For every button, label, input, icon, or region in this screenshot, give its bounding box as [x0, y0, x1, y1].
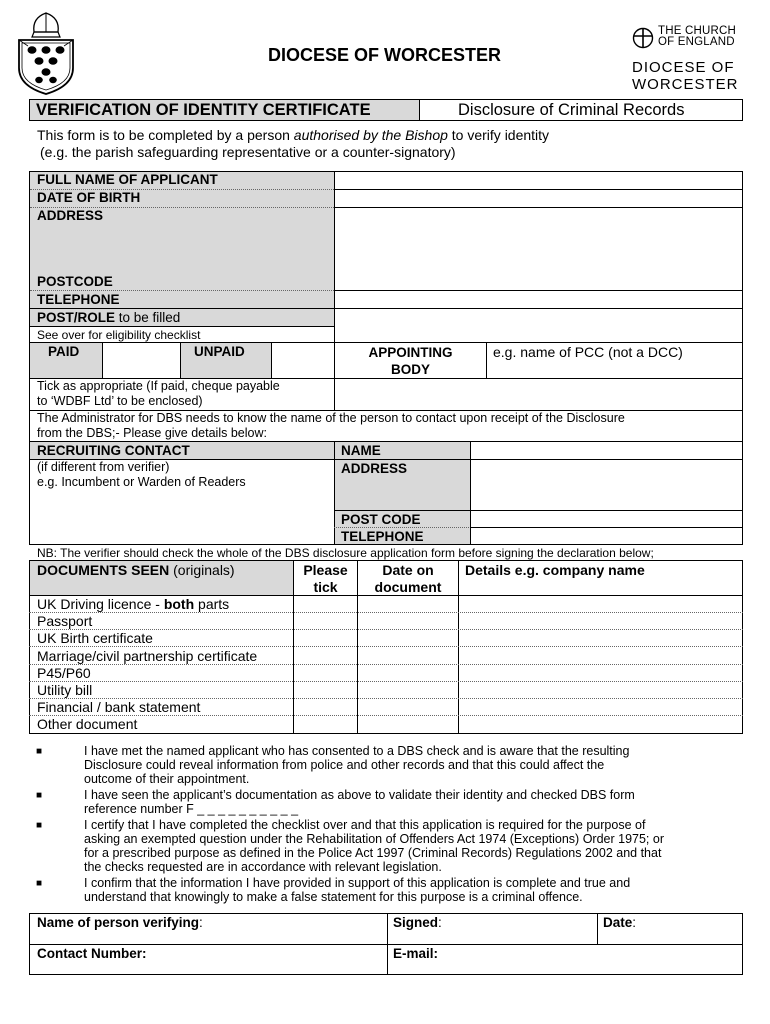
unpaid-tickbox[interactable] — [271, 342, 335, 379]
post-role-label — [37, 310, 180, 325]
date-header-line-2: document — [374, 579, 442, 595]
certificate-title: VERIFICATION OF IDENTITY CERTIFICATE — [30, 100, 420, 120]
eligibility-note: See over for eligibility checklist — [37, 328, 201, 342]
contact-number-field[interactable]: Contact Number: — [37, 946, 147, 961]
recruiting-postcode-label: POST CODE — [341, 512, 421, 527]
recruiting-address-input[interactable] — [470, 459, 743, 511]
diocese-crest-logo — [14, 10, 78, 96]
logo-line-2: OF ENGLAND — [658, 36, 735, 48]
decl1-line1: I have met the named applicant who has consented to a DBS check and is aware that the resulting — [84, 744, 630, 758]
doc-row-utility-bill: Utility bill — [37, 682, 93, 698]
telephone-input[interactable] — [334, 290, 743, 309]
email-field[interactable]: E-mail: — [393, 946, 439, 961]
documents-header-bold: DOCUMENTS SEEN — [37, 562, 170, 578]
doc-row-marriage-certificate: Marriage/civil partnership certificate — [37, 648, 258, 664]
logo-line-4: WORCESTER — [632, 76, 739, 93]
intro-text — [37, 127, 549, 161]
date-header-line-1: Date on — [382, 562, 434, 578]
decl2-line1: I have seen the applicant’s documentation as above to validate their identity and checked DBS form — [84, 788, 635, 802]
date-field[interactable] — [603, 915, 636, 930]
admin-note-line-2: from the DBS;- Please give details below: — [37, 426, 267, 440]
decl1-line3: outcome of their appointment. — [84, 772, 250, 786]
appointing-line-1: APPOINTING — [368, 345, 453, 360]
certificate-header-bar — [29, 99, 743, 121]
recruiting-name-label: NAME — [341, 443, 381, 458]
contact-note-line-2: e.g. Incumbent or Warden of Readers — [37, 475, 246, 489]
page-title: DIOCESE OF WORCESTER — [268, 45, 502, 65]
name-verifying-field[interactable] — [37, 915, 203, 930]
name-verifying-colon: : — [199, 915, 203, 930]
post-role-suffix: to be filled — [115, 310, 181, 325]
appointing-example: e.g. name of PCC (not a DCC) — [493, 344, 683, 360]
disclosure-title: Disclosure of Criminal Records — [458, 101, 685, 119]
contact-note-line-1: (if different from verifier) — [37, 460, 170, 474]
telephone-label: TELEPHONE — [37, 292, 120, 307]
full-name-input[interactable] — [334, 171, 743, 190]
paid-tickbox[interactable] — [102, 342, 181, 379]
tick-note-blank — [334, 378, 743, 411]
declaration-item — [36, 818, 726, 874]
appointing-line-2: BODY — [390, 362, 430, 377]
address-label: ADDRESS — [37, 208, 104, 223]
decl3-line4: the checks requested are in accordance with relevant legislation. — [84, 860, 442, 874]
intro-line1-c: to verify identity — [447, 127, 550, 143]
doc-row-p45-p60: P45/P60 — [37, 665, 91, 681]
documents-header-suffix: (originals) — [169, 562, 235, 578]
date-label: Date — [603, 915, 633, 930]
recruiting-contact-note — [37, 460, 246, 490]
unpaid-label: UNPAID — [194, 344, 245, 359]
declaration-item — [36, 744, 726, 786]
doc-row0-c: parts — [194, 596, 230, 612]
recruiting-contact-label: RECRUITING CONTACT — [37, 443, 190, 458]
admin-note-line-1: The Administrator for DBS needs to know the name of the person to contact upon receipt of the Disclosure — [37, 411, 625, 425]
logo-line-1: THE CHURCH — [658, 25, 737, 37]
church-of-england-logo — [632, 26, 752, 93]
date-on-document-header — [358, 562, 458, 596]
signed-field[interactable] — [393, 915, 442, 930]
doc-row-passport: Passport — [37, 613, 93, 629]
doc-row-bank-statement: Financial / bank statement — [37, 699, 201, 715]
logo-line-3: DIOCESE OF — [632, 59, 735, 76]
decl3-line3: for a prescribed purpose as defined in the Police Act 1997 (Criminal Records) Regulations 2002 and that — [84, 846, 662, 860]
documents-header — [37, 562, 235, 578]
recruiting-postcode-input[interactable] — [470, 510, 743, 528]
declaration-item — [36, 876, 726, 904]
please-tick-header — [294, 562, 357, 596]
intro-line1-a: This form is to be completed by a person — [37, 127, 294, 143]
doc-row0-b: both — [163, 596, 195, 612]
doc-row-other-document: Other document — [37, 716, 138, 732]
recruiting-telephone-label: TELEPHONE — [341, 529, 424, 544]
bullet-icon: ■ — [36, 790, 43, 801]
recruiting-name-input[interactable] — [470, 441, 743, 460]
postcode-label: POSTCODE — [37, 274, 113, 289]
admin-note — [37, 411, 625, 441]
doc-row-birth-certificate: UK Birth certificate — [37, 630, 153, 646]
decl4-line2: understand that knowingly to make a false statement for this purpose is a criminal offence. — [84, 890, 583, 904]
details-header: Details e.g. company name — [465, 562, 645, 578]
nb-note: NB: The verifier should check the whole of the DBS disclosure application form before signing the declaration below; — [37, 546, 654, 560]
bullet-icon: ■ — [36, 820, 43, 831]
tick-note-line-1: Tick as appropriate (If paid, cheque payable — [37, 379, 280, 393]
bullet-icon: ■ — [36, 878, 43, 889]
declaration-item — [36, 788, 726, 816]
post-role-bold: POST/ROLE — [37, 310, 116, 325]
dob-label: DATE OF BIRTH — [37, 190, 141, 205]
doc-row-driving-licence — [37, 596, 229, 612]
post-role-input[interactable] — [334, 308, 743, 343]
decl2-line2: reference number F _ _ _ _ _ _ _ _ _ _ — [84, 802, 299, 816]
dob-input[interactable] — [334, 189, 743, 208]
signed-colon: : — [438, 915, 442, 930]
tick-note-line-2: to ‘WDBF Ltd’ to be enclosed) — [37, 394, 203, 408]
declarations — [36, 744, 726, 906]
recruiting-address-label: ADDRESS — [341, 461, 408, 476]
address-input[interactable] — [334, 207, 743, 291]
decl1-line2: Disclosure could reveal information from police and other records and that this could affect the — [84, 758, 605, 772]
full-name-label: FULL NAME OF APPLICANT — [37, 172, 218, 187]
name-verifying-label: Name of person verifying — [37, 915, 200, 930]
intro-line1-b: authorised by the Bishop — [293, 127, 448, 143]
appointing-body-label — [334, 344, 487, 378]
cross-icon — [632, 27, 654, 49]
bullet-icon: ■ — [36, 746, 43, 757]
doc-row0-a: UK Driving licence - — [37, 596, 164, 612]
decl3-line2: asking an exempted question under the Rehabilitation of Offenders Act 1974 (Exceptions) Order 1975; or — [84, 832, 664, 846]
decl4-line1: I confirm that the information I have provided in support of this application is complete and true and — [84, 876, 631, 890]
decl3-line1: I certify that I have completed the checklist over and that this application is required for the purpose of — [84, 818, 646, 832]
tick-note — [37, 379, 280, 409]
paid-label: PAID — [48, 344, 80, 359]
signed-label: Signed — [393, 915, 439, 930]
recruiting-telephone-input[interactable] — [470, 527, 743, 545]
tick-header-line-2: tick — [313, 579, 338, 595]
date-colon: : — [632, 915, 637, 930]
intro-line2: (e.g. the parish safeguarding representative or a counter-signatory) — [40, 144, 456, 160]
tick-header-line-1: Please — [303, 562, 348, 578]
